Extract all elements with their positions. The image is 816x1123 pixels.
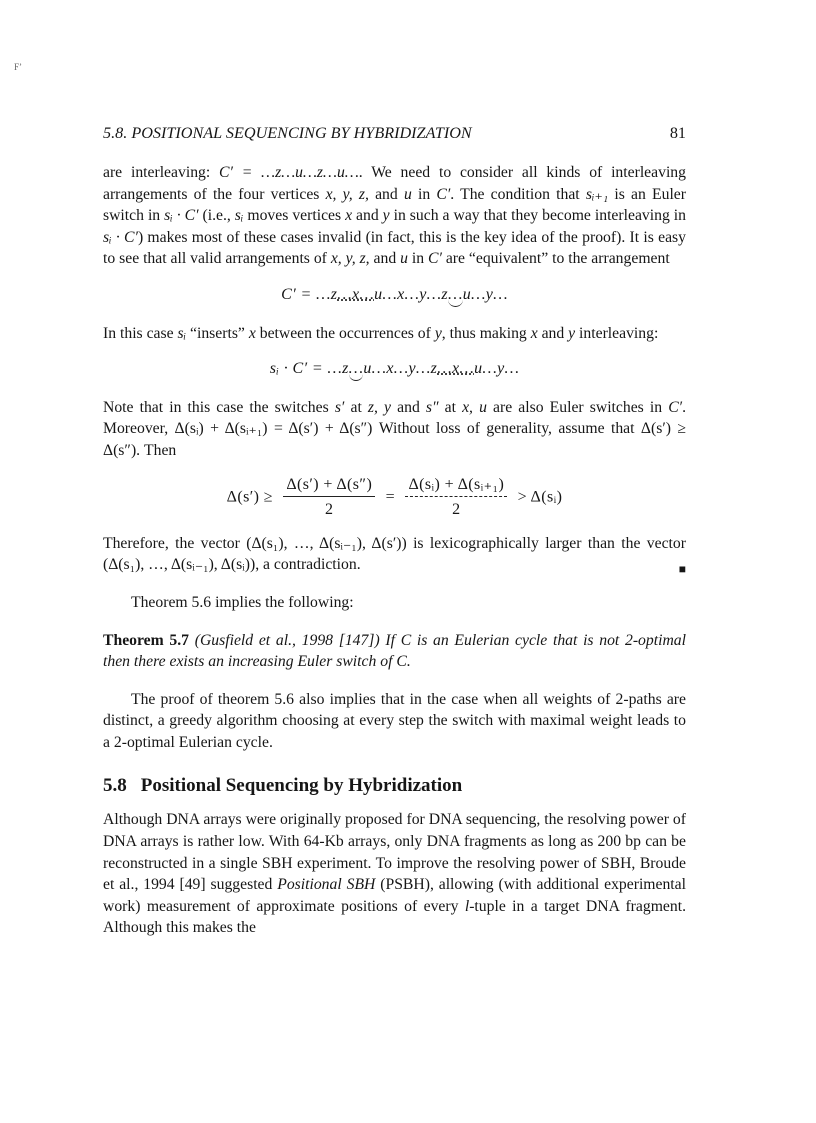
equation-inequality: Δ(s′) ≥ $\frac{\Delta(s') + \Delta(s'')}{2}$ = $\frac{\text{Δ(sᵢ) + Δ(sᵢ₊₁)}}{2}$ > Δ(sᵢ) [226, 475, 563, 519]
theorem-label: Theorem 5.7 [103, 631, 190, 649]
paragraph-3: Note that in this case the switches s′ at z, y and s″ at x, u are also Euler switches in C′. Moreover, Δ(sᵢ) + Δ(sᵢ₊₁) = Δ(s′) + Δ(s″) Without loss of generality, assume that Δ(s′) ≥ Δ(s″). Then [103, 398, 687, 459]
stray-mark: F’ [14, 62, 23, 72]
equation-arrangement: C′ = …z…x…u…x…y…z…u…y… [103, 284, 686, 307]
paragraph-7: Although DNA arrays were originally proposed for DNA sequencing, the resolving power of DNA arrays is rather low. With 64-Kb arrays, only DNA fragments as long as 200 bp can be reconstructed in a single SBH experiment. To improve the resolving power of SBH, Broude et al., 1994 [49] suggested Positional SBH (PSBH), allowing (with additional experimental work) measurement of approximate positions of every l-tuple in a target DNA fragment. Although this makes the [103, 811, 686, 937]
paragraph-5: Theorem 5.6 implies the following: [131, 593, 354, 611]
page-content [103, 124, 686, 939]
section-heading: 5.8 Positional Sequencing by Hybridization [103, 775, 463, 797]
paragraph-2: In this case sᵢ “inserts” x between the occurrences of y, thus making x and y interleaving: [103, 324, 659, 342]
running-title: 5.8. POSITIONAL SEQUENCING BY HYBRIDIZATION [103, 124, 472, 142]
page-number: 81 [669, 124, 686, 142]
paragraph-1: are interleaving: C′ = …z…u…z…u…. We need to consider all kinds of interleaving arrangements of the four vertices x, y, z, and u in C′. The condition that sᵢ₊₁ is an Euler switch in sᵢ · C′ (i.e., sᵢ moves vertices x and y in such a way that they become interleaving in sᵢ · C′) makes most of these cases invalid (in fact, this is the key idea of the proof). It is easy to see that all valid arrangements of x, y, z, and u in C′ are “equivalent” to the arrangement [103, 164, 686, 268]
equation-insertion: sᵢ · C′ = …z…u…x…y…z…x…u…y… [103, 358, 686, 381]
qed-symbol: ■ [678, 562, 686, 577]
theorem-5-7: Theorem 5.7 (Gusfield et al., 1998 [147]) If C is an Eulerian cycle that is not 2-optimal then there exists an increasing Euler switch of C. [103, 631, 686, 671]
running-header [103, 124, 686, 148]
paragraph-6: The proof of theorem 5.6 also implies that in the case when all weights of 2-paths are distinct, a greedy algorithm choosing at every step the switch with maximal weight leads to a 2-optimal Eulerian cycle. [103, 690, 686, 751]
paragraph-4: Therefore, the vector (Δ(s₁), …, Δ(sᵢ₋₁), Δ(s′)) is lexicographically larger than the vector (Δ(s₁), …, Δ(sᵢ₋₁), Δ(sᵢ)), a contradiction. ■ [103, 533, 686, 576]
